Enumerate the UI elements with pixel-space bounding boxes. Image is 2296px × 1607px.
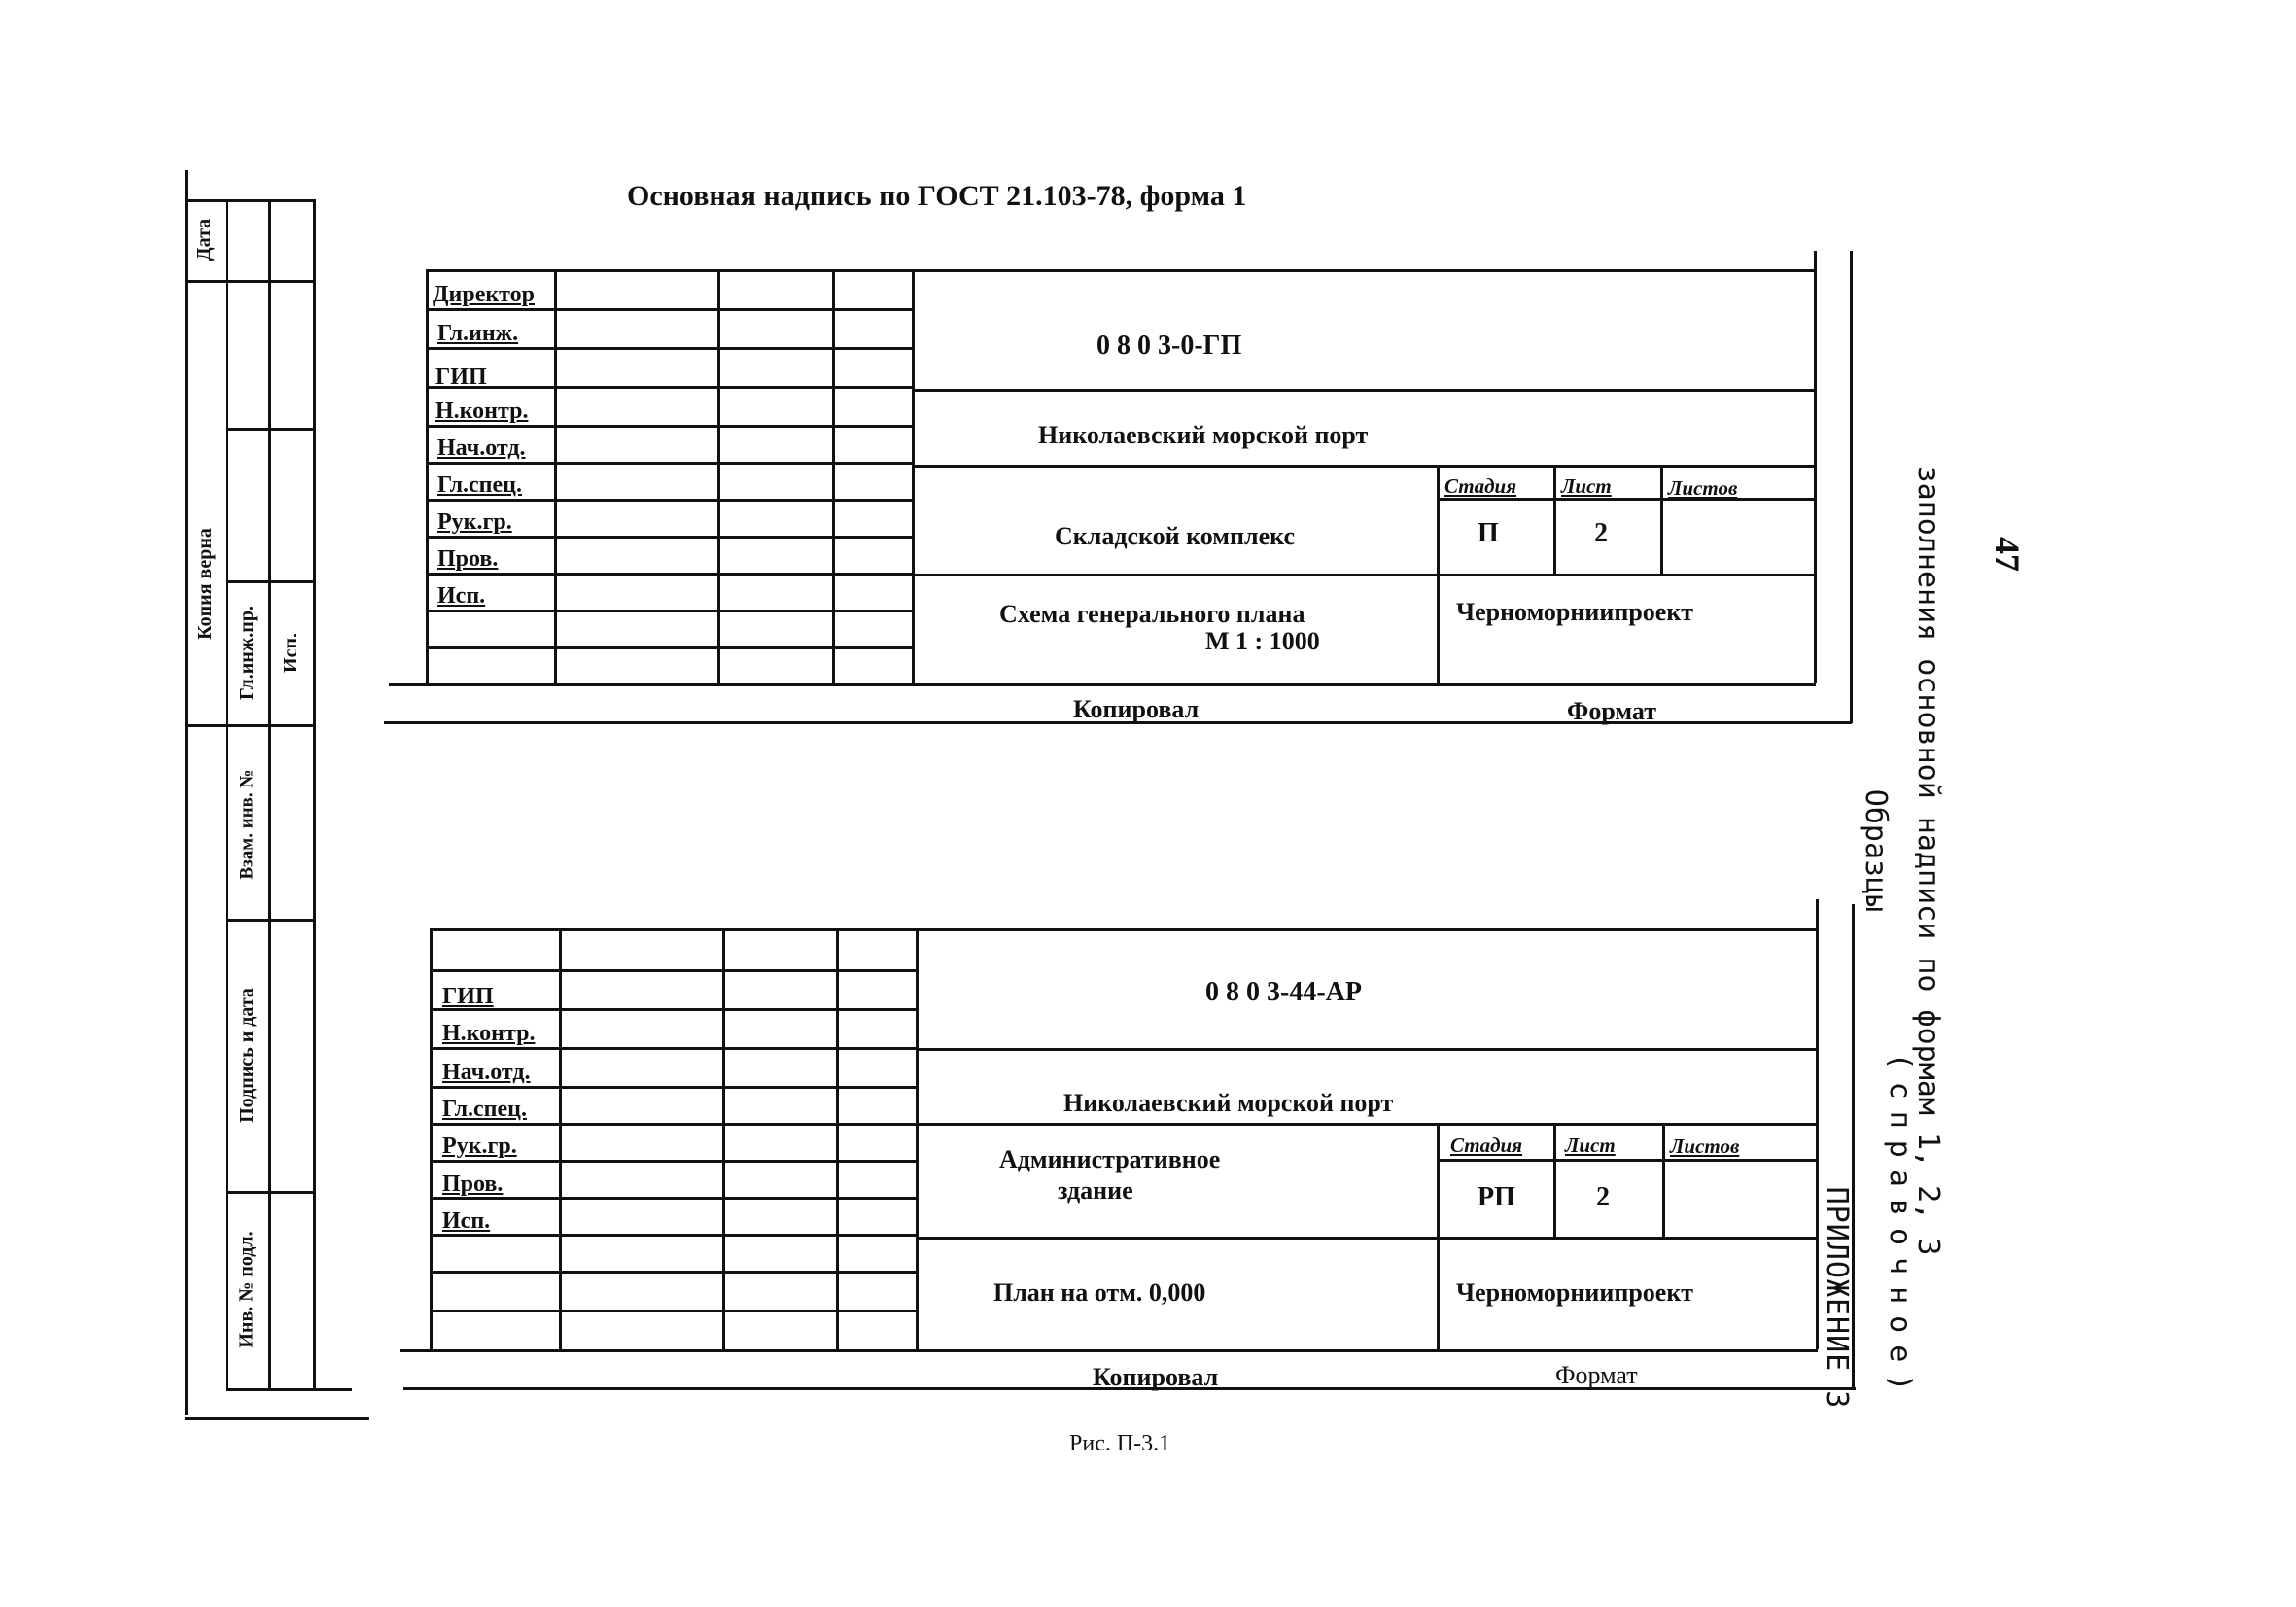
sheet-header: Лист: [1561, 474, 1612, 498]
margin-inv-orig-label: Инв. № подл.: [235, 1231, 258, 1348]
format-label: Формат: [1567, 697, 1657, 725]
sheet-title: План на отм. 0,000: [993, 1278, 1206, 1307]
page-title: Основная надпись по ГОСТ 21.103-78, форма 1: [627, 180, 1247, 212]
document-code: 0 8 0 3-0-ГП: [1096, 331, 1242, 361]
role-label: Н.контр.: [435, 399, 529, 424]
sheets-header: Листов: [1670, 1135, 1740, 1158]
appendix-title: ПРИЛОЖЕНИЕ 3: [1820, 1186, 1855, 1410]
sheet-title: Схема генерального плана: [999, 600, 1305, 628]
appendix-heading-2: заполнения основной надписи по формам 1, 2, 3: [1911, 465, 1946, 1256]
margin-executor-label: Исп.: [279, 632, 301, 673]
stage-value: П: [1478, 518, 1499, 548]
sheet-header: Лист: [1565, 1134, 1616, 1157]
page-number: 47: [1988, 537, 2027, 572]
appendix-heading-1: Образцы: [1859, 788, 1894, 913]
organization-name: Николаевский морской порт: [1063, 1089, 1394, 1117]
role-label: ГИП: [442, 984, 494, 1009]
margin-date-label: Дата: [193, 218, 216, 262]
role-label: Пров.: [437, 546, 499, 572]
role-label: ГИП: [435, 365, 487, 390]
object-name: Складской комплекс: [1055, 522, 1295, 550]
role-label: Н.контр.: [442, 1021, 536, 1046]
stage-header: Стадия: [1450, 1134, 1523, 1157]
role-label: Рук.гр.: [442, 1134, 517, 1159]
sheet-value: 2: [1596, 1182, 1610, 1212]
sheet-value: 2: [1594, 518, 1608, 548]
appendix-subtitle: (справочное): [1883, 1052, 1918, 1404]
margin-chief-eng-label: Гл.инж.пр.: [235, 605, 258, 700]
role-label: Гл.спец.: [442, 1097, 527, 1122]
role-label: Директор: [433, 282, 535, 307]
copied-label: Копировал: [1073, 695, 1200, 723]
margin-replace-inv-label: Взам. инв. №: [236, 769, 257, 879]
sheets-header: Листов: [1668, 476, 1738, 500]
margin-copy-verified-label: Копия верна: [193, 527, 216, 640]
scale: М 1 : 1000: [1205, 627, 1320, 655]
role-label: Гл.инж.: [437, 321, 519, 346]
role-label: Гл.спец.: [437, 472, 522, 498]
document-code: 0 8 0 3-44-АР: [1205, 977, 1362, 1007]
copied-label: Копировал: [1093, 1363, 1219, 1391]
role-label: Рук.гр.: [437, 509, 512, 535]
role-label: Пров.: [442, 1171, 504, 1197]
margin-sign-date-label: Подпись и дата: [235, 987, 258, 1123]
role-label: Исп.: [437, 583, 486, 609]
figure-caption: Рис. П-3.1: [1069, 1431, 1171, 1456]
format-label: Формат: [1555, 1361, 1638, 1389]
designer-org: Черноморниипроект: [1456, 1278, 1694, 1307]
designer-org: Черноморниипроект: [1456, 598, 1694, 626]
role-label: Исп.: [442, 1208, 491, 1234]
organization-name: Николаевский морской порт: [1038, 421, 1369, 449]
role-label: Нач.отд.: [437, 436, 526, 461]
object-name-line-1: Административное: [999, 1145, 1221, 1173]
stage-value: РП: [1478, 1182, 1515, 1212]
stage-header: Стадия: [1444, 474, 1517, 498]
object-name-line-2: здание: [1058, 1176, 1133, 1205]
role-label: Нач.отд.: [442, 1060, 531, 1085]
